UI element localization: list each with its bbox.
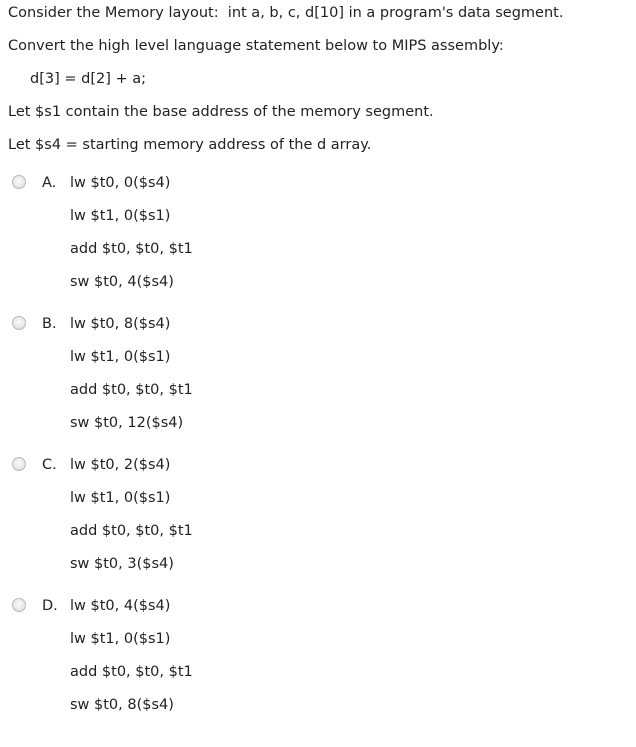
option-c-line-3: add $t0, $t0, $t1 bbox=[70, 523, 193, 539]
option-c-line-4: sw $t0, 3($s4) bbox=[70, 556, 174, 572]
option-a-radio[interactable] bbox=[12, 175, 26, 189]
option-b-line-4: sw $t0, 12($s4) bbox=[70, 415, 184, 431]
option-c-line-1: lw $t0, 2($s4) bbox=[70, 457, 171, 473]
option-d-line-2: lw $t1, 0($s1) bbox=[70, 631, 171, 647]
option-a-line-2: lw $t1, 0($s1) bbox=[70, 208, 171, 224]
question-memory-layout: Consider the Memory layout: int a, b, c, d[10] in a program's data segment. bbox=[8, 5, 564, 21]
question-statement: d[3] = d[2] + a; bbox=[30, 71, 146, 87]
option-a-line-1: lw $t0, 0($s4) bbox=[70, 175, 171, 191]
question-instruction: Convert the high level language statement below to MIPS assembly: bbox=[8, 38, 504, 54]
question-s1-note: Let $s1 contain the base address of the memory segment. bbox=[8, 104, 434, 120]
option-b-line-1: lw $t0, 8($s4) bbox=[70, 316, 171, 332]
option-b-line-3: add $t0, $t0, $t1 bbox=[70, 382, 193, 398]
option-a-letter: A. bbox=[42, 175, 57, 191]
option-b-radio[interactable] bbox=[12, 316, 26, 330]
option-d-letter: D. bbox=[42, 598, 58, 614]
option-b-line-2: lw $t1, 0($s1) bbox=[70, 349, 171, 365]
option-d-line-3: add $t0, $t0, $t1 bbox=[70, 664, 193, 680]
option-c-letter: C. bbox=[42, 457, 57, 473]
option-d-line-4: sw $t0, 8($s4) bbox=[70, 697, 174, 713]
option-b-letter: B. bbox=[42, 316, 57, 332]
question-s4-note: Let $s4 = starting memory address of the d array. bbox=[8, 137, 372, 153]
option-c-radio[interactable] bbox=[12, 457, 26, 471]
option-d-radio[interactable] bbox=[12, 598, 26, 612]
option-a-line-4: sw $t0, 4($s4) bbox=[70, 274, 174, 290]
option-d-line-1: lw $t0, 4($s4) bbox=[70, 598, 171, 614]
option-c-line-2: lw $t1, 0($s1) bbox=[70, 490, 171, 506]
option-a-line-3: add $t0, $t0, $t1 bbox=[70, 241, 193, 257]
